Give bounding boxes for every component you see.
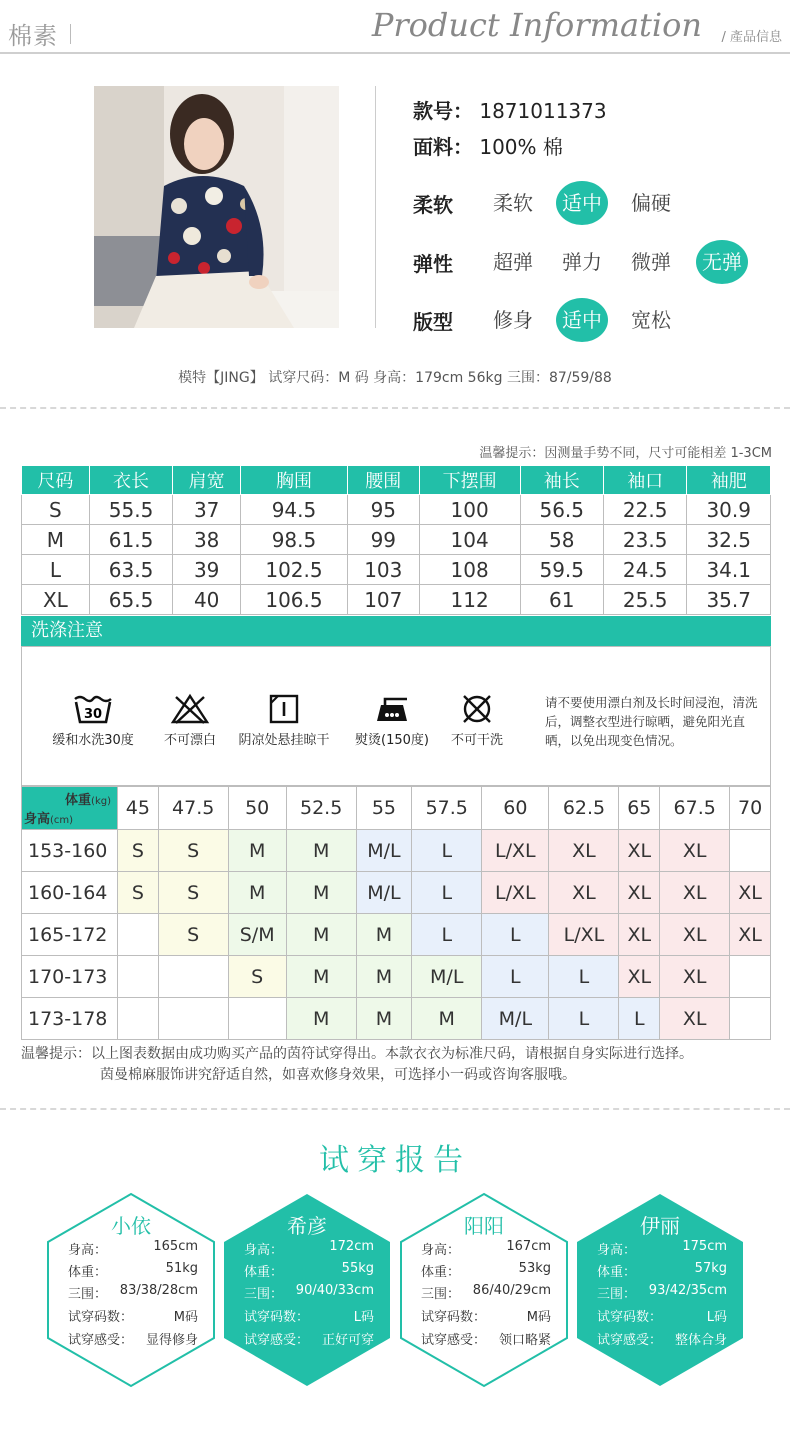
brand-logo: 棉素	[8, 22, 58, 50]
fit-option: 宽松	[631, 308, 671, 332]
wash-item: 不可干洗	[442, 693, 512, 748]
try-on-report-title: 试穿报告	[319, 1143, 471, 1178]
model-info: 模特【JING】 试穿尺码：M 码 身高：179cm 56kg 三围：87/59/88	[178, 370, 612, 386]
size-tip: 温馨提示：因测量手势不同，尺寸可能相差 1-3CM	[479, 446, 772, 461]
softness-option: 柔软	[493, 191, 533, 215]
line-dry-shade-icon	[263, 693, 305, 725]
wash-item: 30 缓和水洗30度	[48, 693, 138, 748]
wash-care-panel	[21, 646, 771, 786]
tester-card: 希彦 身高： 172cm 体重： 55kg 三围： 90/40/33cm 试穿码数： L码 试穿感受： 正好可穿	[222, 1192, 392, 1388]
wash-item: 阴凉处悬挂晾干	[234, 693, 334, 748]
elasticity-option: 微弹	[631, 250, 671, 274]
table-row: 153-160 S S M M M/L L L/XL XL XL XL	[22, 830, 771, 872]
elasticity-row: 弹性 超弹 弹力 微弹 无弹	[413, 240, 773, 284]
table-row: M 61.5 38 98.5 99 104 58 23.5 32.5	[22, 525, 771, 555]
tester-card: 小依 身高： 165cm 体重： 51kg 三围： 83/38/28cm 试穿码数： M码 试穿感受： 显得修身	[46, 1192, 216, 1388]
no-bleach-icon	[169, 693, 211, 725]
fit-option: 修身	[493, 308, 533, 332]
size-table	[21, 465, 771, 615]
dashed-divider	[0, 407, 790, 409]
svg-text:30: 30	[83, 707, 103, 722]
product-photo	[94, 86, 339, 328]
elasticity-option: 超弹	[493, 250, 533, 274]
wash-30-icon	[72, 693, 114, 725]
table-row: 165-172 S S/M M M L L L/XL XL XL XL	[22, 914, 771, 956]
size-table-header: 尺码 衣长 肩宽 胸围 腰围 下摆围 袖长 袖口 袖肥	[22, 466, 771, 495]
page-header	[0, 0, 790, 54]
footer-tip: 温馨提示：以上图表数据由成功购买产品的茵符试穿得出。本款衣衣为标准尺码，请根据自身实际进行选择。 茵曼棉麻服饰讲究舒适自然，如喜欢修身效果，可选择小一码或咨询客服哦。	[21, 1046, 693, 1083]
wash-item: 熨烫(150度)	[347, 693, 437, 748]
table-corner: 体重(kg) 身高(cm)	[22, 787, 118, 830]
header-divider	[70, 24, 71, 44]
table-row: 170-173 S M M M/L L L XL XL	[22, 956, 771, 998]
softness-option: 偏硬	[631, 191, 671, 215]
wash-item: 不可漂白	[160, 693, 220, 748]
tester-card: 阳阳 身高： 167cm 体重： 53kg 三围： 86/40/29cm 试穿码数： M码 试穿感受： 领口略紧	[399, 1192, 569, 1388]
divider	[375, 86, 376, 328]
fit-option-selected: 适中	[556, 298, 608, 342]
size-recommendation-table	[21, 786, 771, 1040]
section-subtitle: / 產品信息	[721, 30, 782, 45]
section-title: Product Information	[371, 6, 702, 44]
softness-option-selected: 适中	[556, 181, 608, 225]
table-row: L 63.5 39 102.5 103 108 59.5 24.5 34.1	[22, 555, 771, 585]
wash-note: 请不要使用漂白剂及长时间浸泡，清洗后，调整衣型进行晾晒，避免阳光直晒，以免出现变色情况。	[545, 695, 758, 748]
iron-150-icon	[371, 693, 413, 725]
fit-row: 版型 修身 适中 宽松	[413, 298, 773, 342]
elasticity-option: 弹力	[562, 250, 602, 274]
table-row: XL 65.5 40 106.5 107 112 61 25.5 35.7	[22, 585, 771, 615]
fabric: 面料： 100% 棉	[413, 135, 563, 159]
no-dry-clean-icon	[456, 693, 498, 725]
elasticity-option-selected: 无弹	[696, 240, 748, 284]
table-row: S 55.5 37 94.5 95 100 56.5 22.5 30.9	[22, 495, 771, 525]
tester-card: 伊丽 身高： 175cm 体重： 57kg 三围： 93/42/35cm 试穿码数： L码 试穿感受： 整体合身	[575, 1192, 745, 1388]
wash-care-title: 洗涤注意	[21, 616, 771, 646]
table-row: 160-164 S S M M M/L L L/XL XL XL XL XL	[22, 872, 771, 914]
weight-header-row: 体重(kg) 身高(cm) 45 47.5 50 52.5 55 57.5 60 62.5 65 67.5 70	[22, 787, 771, 830]
dashed-divider	[0, 1108, 790, 1110]
table-row: 173-178 M M M M/L L L XL	[22, 998, 771, 1040]
softness-row: 柔软 柔软 适中 偏硬	[413, 181, 773, 225]
style-number: 款号： 1871011373	[413, 99, 607, 123]
